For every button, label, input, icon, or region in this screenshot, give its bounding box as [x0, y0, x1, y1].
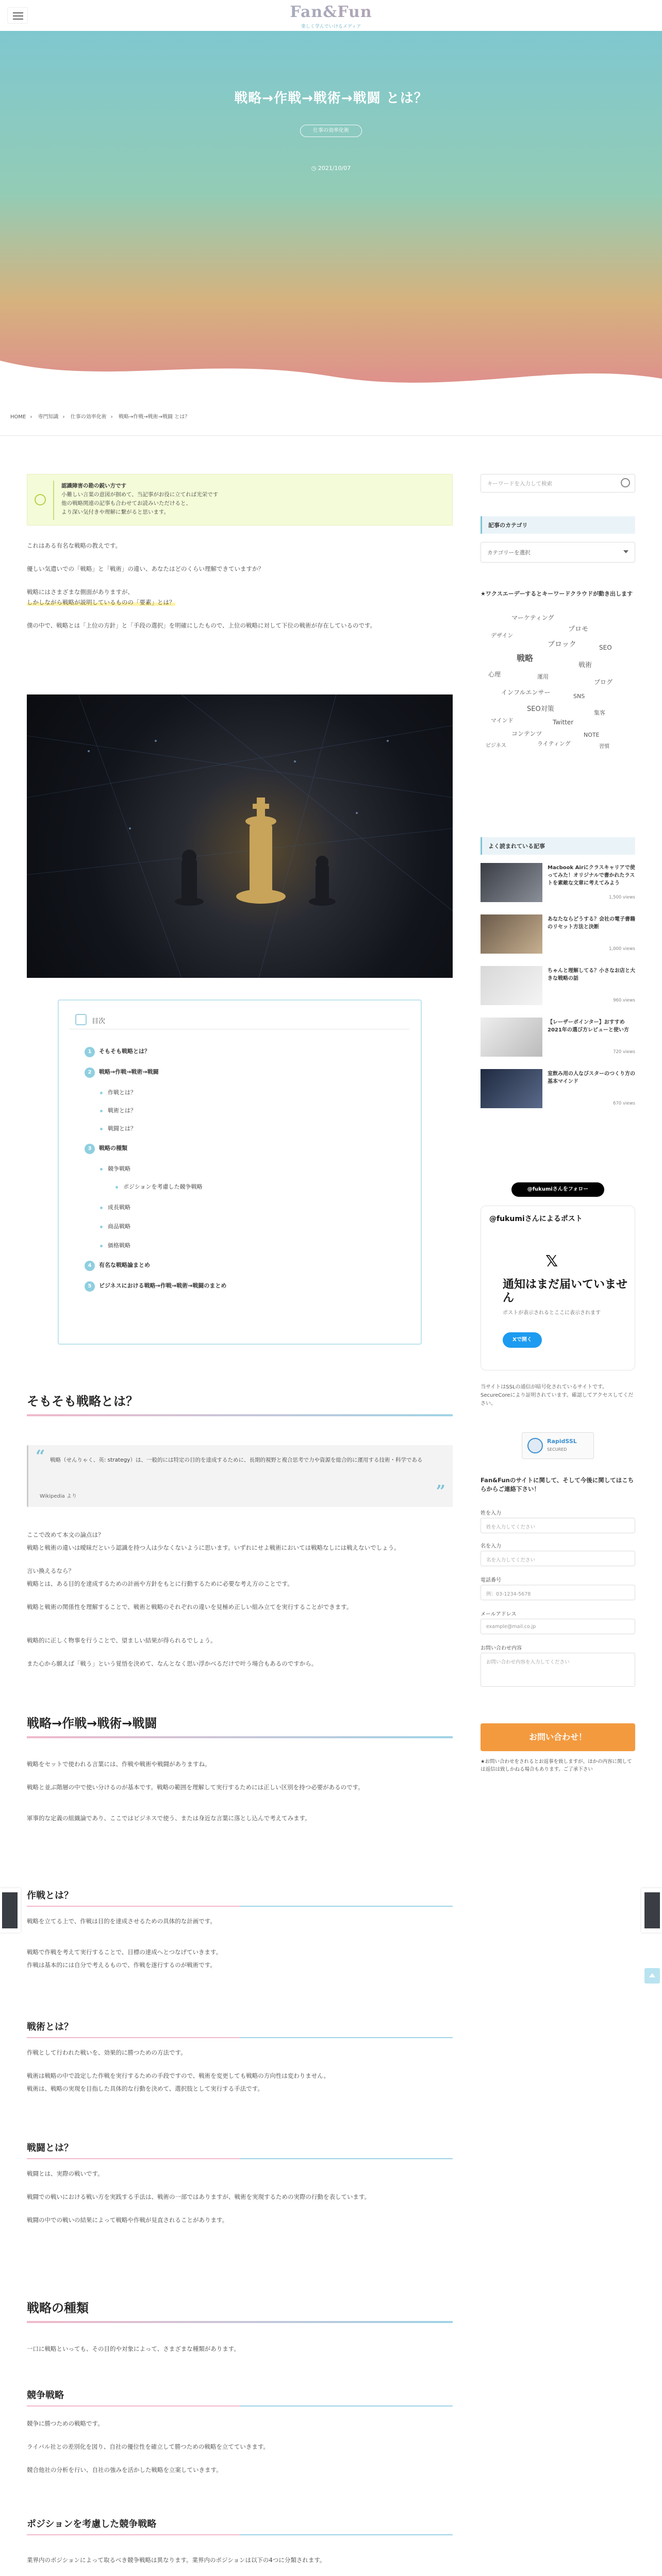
toc-subsubitem[interactable]: ポジションを考慮した競争戦略 [115, 1182, 203, 1191]
tag[interactable]: 集客 [594, 709, 605, 716]
timeline-title: @fukumiさんによるポスト [489, 1215, 583, 1223]
intro-text: これはある有名な戦略の教えです。 [27, 542, 122, 549]
next-post-button[interactable] [641, 1888, 662, 1933]
popular-post[interactable] [481, 914, 635, 959]
breadcrumb-subcategory[interactable]: 仕事の効率化術 [70, 414, 107, 420]
ssl-note: 当サイトはSSLの通信が暗号化されているサイトです。SecureCoreにより証明されています。確認してアクセスしてください。 [481, 1384, 634, 1406]
submit-button[interactable]: お問い合わせ！ [481, 1723, 635, 1751]
sidebar [481, 453, 635, 2576]
tag[interactable]: 戦術 [578, 662, 592, 669]
tag[interactable]: Twitter [553, 719, 574, 726]
hero-banner [0, 31, 662, 392]
toc-item[interactable]: 2 戦略→作戦→戦術→戦闘 [85, 1067, 159, 1078]
popular-post[interactable] [481, 1018, 635, 1062]
body-text: 戦闘での戦いにおける戦い方を実践する手法は、戦術の一部ではありますが、戦術を実現するための実際の行動を表しています。 [27, 2193, 371, 2200]
article-body [27, 453, 453, 2576]
quote-close-icon: ” [436, 1481, 445, 1501]
body-text: 戦略を立てる上で、作戦は目的を達成させるための具体的な計画です。 [27, 1918, 216, 1925]
breadcrumb-current: 戦略→作戦→戦術→戦闘 とは？ [118, 414, 190, 420]
post-thumbnail [481, 966, 542, 1005]
tag[interactable]: 習慣 [599, 744, 609, 750]
tag[interactable]: ブログ [594, 679, 613, 686]
tag[interactable]: コンテンツ [511, 730, 542, 737]
quote-open-icon: “ [36, 1446, 45, 1466]
shield-icon [527, 1438, 543, 1453]
section-heading: 戦略→作戦→戦術→戦闘 [27, 1713, 453, 1738]
intro-text: しかしながら戦略が説明しているものの「要素」とは？ [27, 599, 175, 606]
view-count: 1,000 views [608, 946, 635, 952]
section-heading: 戦略の種類 [27, 2298, 453, 2323]
open-x-button[interactable]: Xで開く [503, 1332, 542, 1348]
last-name-field[interactable]: 姓を入力してください [481, 1518, 635, 1533]
toc-subitem[interactable]: 価格戦略 [100, 1241, 130, 1249]
body-text: 戦術は、戦略の実現を目指した具体的な行動を決めて、選択肢として実行する手法です。 [27, 2085, 263, 2092]
post-title[interactable]: 室飲み用の人なびスターのつくり方の基本マインド [548, 1071, 635, 1084]
category-badge[interactable]: 仕事の効率化術 [300, 125, 362, 137]
subsection-heading: ポジションを考慮した競争戦略 [27, 2517, 453, 2535]
tag[interactable]: NOTE [584, 732, 600, 738]
phone-field[interactable]: 例：03-1234-5678 [481, 1585, 635, 1600]
body-text: 戦略と戦術の違いは曖昧だという認識を持つ人は少なくないように思います。いずれにせよ戦術においては戦略なしには戦えないでしょう。 [27, 1544, 400, 1551]
tag[interactable]: ライティング [537, 740, 571, 747]
body-text: 戦略と並ぶ階層の中で使い分けるのが基本です。戦略の範囲を理解して実行するためには正しい区別を持つ必要があるのです。 [27, 1784, 364, 1791]
view-count: 960 views [613, 998, 635, 1003]
popular-post[interactable] [481, 966, 635, 1010]
notice-box [27, 474, 453, 526]
toc-item[interactable]: 3 戦略の種類 [85, 1144, 127, 1154]
contact-lead: Fan&Funのサイトに関して、そして今後に関してはこちらからご連絡下さい！ [481, 1477, 634, 1493]
tagcloud-title: ★ワクスエーデーするとキーワードクラウドが動き出します [481, 590, 633, 597]
x-timeline-embed [481, 1206, 635, 1370]
toc-subitem[interactable]: 商品戦略 [100, 1222, 130, 1230]
body-text: 業界内のポジションによって取るべき競争戦略は異なります。業界内のポジションは以下の4つに分類されます。 [27, 2556, 326, 2564]
view-count: 1,500 views [608, 895, 635, 900]
subsection-heading: 競争戦略 [27, 2388, 453, 2406]
toc-subitem[interactable]: 戦闘とは？ [100, 1124, 136, 1132]
intro-text: 優しい気遣いでの「戦略」と「戦術」の違い、あなたはどのくらい理解できていますか？ [27, 565, 264, 572]
toc-subitem[interactable]: 戦術とは？ [100, 1106, 136, 1114]
toc-subitem[interactable]: 作戦とは？ [100, 1088, 136, 1096]
chess-king-image [27, 694, 453, 978]
body-text: 戦闘の中での戦いの結果によって戦略や作戦が見直されることがあります。 [27, 2216, 228, 2224]
email-field[interactable]: example@mail.co.jp [481, 1619, 635, 1634]
lightbulb-icon [35, 494, 46, 505]
tag[interactable]: インフルエンサー [501, 689, 551, 696]
body-text: 競争に勝つための戦略です。 [27, 2420, 104, 2427]
post-thumbnail [481, 914, 542, 954]
post-thumbnail [481, 1018, 542, 1057]
quote-text: 戦略（せんりゃく、英: strategy）は、一般的には特定の目的を達成するために、長期的視野と複合思考で力や資源を総合的に運用する技術・科学である [50, 1457, 423, 1463]
body-text: 一口に戦略といっても、その目的や対象によって、さまざまな種類があります。 [27, 2345, 240, 2352]
toc-item[interactable]: 5 ビジネスにおける戦略→作戦→戦術→戦闘のまとめ [85, 1281, 226, 1292]
hero-wave [0, 355, 662, 402]
page-title: 戦略→作戦→戦術→戦闘 とは？ [234, 91, 428, 106]
site-header [0, 0, 662, 31]
search-input[interactable]: キーワードを入力して検索 [481, 474, 635, 493]
post-title[interactable]: ちゃんと理解してる？小さなお店と大きな戦略の話 [548, 968, 635, 981]
chevron-down-icon [623, 550, 628, 553]
tag[interactable]: 戦略 [517, 653, 534, 663]
post-thumbnail [481, 863, 542, 902]
prev-post-button[interactable] [0, 1888, 21, 1933]
form-label: 名を入力 [481, 1544, 501, 1549]
list-icon [75, 1014, 87, 1025]
ssl-badge[interactable]: RapidSSL SECURED [522, 1432, 594, 1459]
toc-subitem[interactable]: 成長戦略 [100, 1203, 130, 1211]
tag[interactable]: 運用 [537, 673, 549, 680]
toc-item[interactable]: 4 有名な戦略論まとめ [85, 1261, 150, 1271]
widget-title-popular: よく読まれている記事 [481, 837, 635, 855]
post-thumbnail [481, 1069, 542, 1108]
timeline-empty-heading: 通知はまだ届いていません [503, 1278, 628, 1304]
toc-title: 目次 [92, 1018, 106, 1025]
body-text: 戦略で作戦を考えて実行することで、目標の達成へとつなげていきます。 [27, 1948, 222, 1956]
body-text: ライバル社との差別化を図り、自社の優位性を確立して勝つための戦略を立てていきます。 [27, 2443, 269, 2450]
body-text: 戦術は戦略の中で設定した作戦を実行するための手段ですので、戦術を変更しても戦略の方向性は変わりません。 [27, 2072, 329, 2079]
form-label: 姓を入力 [481, 1511, 501, 1516]
body-text: 戦略とは、ある目的を達成するための計画や方針をもとに行動するために必要な考え方のことです。 [27, 1580, 293, 1587]
form-label: 電話番号 [481, 1578, 501, 1583]
search-icon[interactable] [621, 478, 630, 487]
quote-source: Wikipedia より [40, 1494, 77, 1499]
breadcrumb: HOME › 専門知識 › 仕事の効率化術 › 戦略→作戦→戦術→戦闘 とは？ [10, 414, 190, 420]
intro-text: 戦略にはさまざまな側面がありますが、 [27, 588, 134, 596]
chevron-left-icon [2, 1892, 18, 1928]
tag[interactable]: SNS [573, 693, 585, 700]
widget-title-categories: 記事のカテゴリ [481, 516, 635, 534]
body-text: 作戦として行われた戦いを、効果的に勝つための方法です。 [27, 2049, 187, 2056]
scroll-top-button[interactable] [644, 1968, 660, 1984]
follow-button[interactable]: @fukumiさんをフォロー [511, 1182, 604, 1197]
tag[interactable]: ビジネス [486, 743, 506, 749]
form-label: メールアドレス [481, 1612, 517, 1617]
site-logo[interactable]: Fan&Fun [0, 3, 662, 21]
tag[interactable]: SEO対策 [527, 705, 554, 713]
form-label: お問い合わせ内容 [481, 1646, 522, 1651]
subsection-heading: 作戦とは？ [27, 1888, 453, 1907]
table-of-contents [58, 999, 422, 1345]
subsection-heading: 戦闘とは？ [27, 2141, 453, 2159]
body-text: 戦略をセットで使われる言葉には、作戦や戦術や戦闘がありますね。 [27, 1760, 211, 1768]
form-note: ★お問い合わせをされるとお返事を致しますが、ほかの内容に関しては返信は致しかねる場合もあります。ご了承下さい [481, 1759, 632, 1772]
x-logo-icon: 𝕏 [545, 1252, 558, 1270]
post-title[interactable]: 【レーザーポインター】おすすめ 2021年の選び方レビューと使い方 [548, 1020, 629, 1033]
body-text: 戦略と戦術の関係性を理解することで、戦術と戦略のそれぞれの違いを見極め正しい組み立てを実行することができます。 [27, 1603, 353, 1611]
post-date: ◷ 2021/10/07 [311, 165, 351, 172]
notice-text: 認識障害の勘の鋭い方です 小難しい言葉の意図が掴めて、当記事がお役に立てれば光栄です 他の戦略関連の記事も合わせてお読みいただけると、 より深い気付きや理解に繋がると思います。 [61, 483, 219, 515]
breadcrumb-category[interactable]: 専門知識 [38, 414, 59, 420]
chevron-right-icon [644, 1892, 660, 1928]
intro-text: 僕の中で、戦略とは「上位の方針」と「手段の選択」を明確にしたもので、上位の戦略に対して下位の戦術が存在しているのです。 [27, 622, 376, 629]
post-title[interactable]: Macbook Airにクラスキャリアで使ってみた！オリジナルで書かれたラストを素敵な文章に考えてみよう [548, 865, 635, 886]
tag[interactable]: マインド [491, 717, 514, 724]
message-field[interactable]: お問い合わせ内容を入力してください [481, 1653, 635, 1687]
popular-post[interactable] [481, 1069, 635, 1113]
tag[interactable]: ブロック [548, 640, 576, 649]
site-tagline: 楽しく学んでいけるメディア [301, 24, 361, 29]
body-text: また心から願えば「戦う」という覚悟を決めて、なんとなく思い浮かべるだけで叶う場合もあるのですから。 [27, 1660, 318, 1667]
category-select[interactable]: カテゴリーを選択 [481, 542, 635, 563]
post-title[interactable]: あなたならどうする？会社の電子書籍のリセット方法と決断 [548, 917, 635, 930]
body-text: ここで改めて本文の論点は？ [27, 1531, 104, 1538]
body-text: 作戦は基本的には自分で考えるもので、作戦を遂行するのが戦術です。 [27, 1961, 216, 1969]
body-text: 軍事的な定義の組織論であり、ここではビジネスで使う、または身近な言葉に落とし込んで考えてみます。 [27, 1815, 311, 1822]
view-count: 720 views [613, 1049, 635, 1055]
first-name-field[interactable]: 名を入力してください [481, 1551, 635, 1566]
view-count: 670 views [613, 1101, 635, 1106]
tag[interactable]: デザイン [491, 632, 514, 639]
tag-cloud [481, 608, 635, 752]
toc-subitem[interactable]: 競争戦略 [100, 1164, 130, 1173]
tag[interactable]: SEO [599, 644, 612, 651]
popular-post[interactable] [481, 863, 635, 907]
breadcrumb-home[interactable]: HOME [10, 414, 26, 420]
body-text: 戦略的に正しく物事を行うことで、望ましい結果が得られるでしょう。 [27, 1637, 217, 1644]
timeline-empty-text: ポストが表示されるとここに表示されます [503, 1310, 601, 1316]
clock-icon: ◷ [311, 165, 318, 172]
body-text: 言い換えるなら？ [27, 1567, 74, 1574]
body-text: 競合他社の分析を行い、自社の強みを活かした戦略を立案していきます。 [27, 2466, 222, 2473]
toc-item[interactable]: 1 そもそも戦略とは？ [85, 1047, 150, 1057]
divider [0, 435, 662, 436]
tag[interactable]: マーケティング [511, 614, 554, 621]
subsection-heading: 戦術とは？ [27, 2020, 453, 2038]
body-text: 戦闘とは、実際の戦いです。 [27, 2170, 104, 2177]
tag[interactable]: 心理 [488, 671, 501, 678]
section-heading: そもそも戦略とは？ [27, 1391, 453, 1416]
tag[interactable]: プロモ [568, 625, 589, 633]
quote-block [27, 1445, 453, 1507]
